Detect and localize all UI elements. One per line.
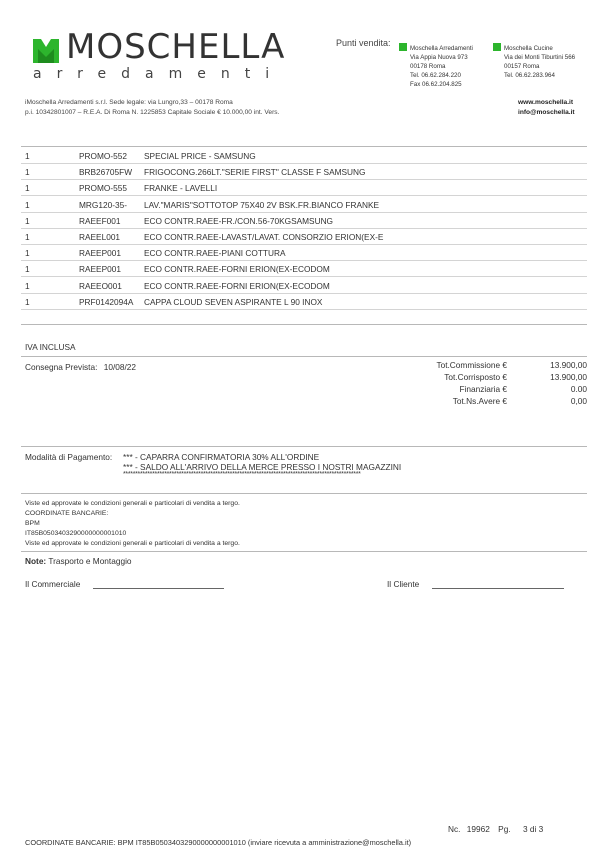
total-value: 13.900,00 bbox=[550, 360, 587, 370]
item-description: ECO CONTR.RAEE-PIANI COTTURA bbox=[144, 248, 286, 259]
shop-name: Moschella Cucine bbox=[504, 45, 553, 52]
note-top-rule bbox=[21, 551, 587, 552]
payment-line: *** - CAPARRA CONFIRMATORIA 30% ALL'ORDINE bbox=[123, 452, 320, 462]
pg-value: 3 di 3 bbox=[522, 824, 544, 834]
table-row bbox=[21, 179, 587, 196]
total-value: 0.00 bbox=[570, 384, 587, 394]
signature-cliente-label: Il Cliente bbox=[387, 579, 420, 589]
conditions-line: IT85B0503403290000000001010 bbox=[25, 530, 127, 537]
item-qty: 1 bbox=[25, 280, 30, 291]
item-description: FRIGOCONG.266LT."SERIE FIRST" CLASSE F SAMSUNG bbox=[144, 167, 366, 178]
payment-line: *** - SALDO ALL'ARRIVO DELLA MERCE PRESSO I NOSTRI MAGAZZINI bbox=[123, 462, 402, 472]
brand-subtitle: arredamenti bbox=[33, 66, 285, 82]
company-line: p.i. 10342801007 – R.E.A. Di Roma N. 1225853 Capitale Sociale € 10.000,00 int. Vers. bbox=[25, 109, 280, 116]
totals-top-rule bbox=[21, 356, 587, 357]
total-row bbox=[21, 384, 587, 396]
signature-commerciale-line[interactable] bbox=[93, 588, 224, 589]
total-row bbox=[21, 372, 587, 384]
item-code: BRB26705FW bbox=[79, 167, 133, 178]
item-qty: 1 bbox=[25, 199, 30, 210]
item-code: PROMO-552 bbox=[79, 151, 127, 161]
payment-line: ************************************************************************************************** bbox=[123, 471, 361, 478]
item-code: RAEEO001 bbox=[79, 280, 122, 291]
green-square-icon bbox=[493, 43, 501, 51]
shop-city: 00178 Roma bbox=[410, 63, 446, 70]
nc-label: Nc. bbox=[448, 824, 461, 834]
green-square-icon bbox=[399, 43, 407, 51]
total-label: Tot.Commissione € bbox=[436, 360, 507, 370]
total-value: 0,00 bbox=[570, 396, 587, 406]
total-label: Tot.Ns.Avere € bbox=[452, 396, 507, 406]
website-link[interactable]: www.moschella.it bbox=[518, 99, 574, 106]
item-qty: 1 bbox=[25, 248, 30, 259]
conditions-line: Viste ed approvate le condizioni generali e particolari di vendita a tergo. bbox=[25, 540, 240, 547]
iva-label: IVA INCLUSA bbox=[25, 342, 76, 352]
item-code: MRG120-35- bbox=[79, 199, 127, 210]
item-qty: 1 bbox=[25, 232, 30, 242]
note-text: Trasporto e Montaggio bbox=[48, 556, 132, 566]
footer-bank-info: COORDINATE BANCARIE: BPM IT85B0503403290000000001010 (inviare ricevuta a amministrazione@moschella.it) bbox=[25, 838, 412, 847]
item-qty: 1 bbox=[25, 296, 30, 307]
shop-city: 00157 Roma bbox=[504, 63, 540, 70]
item-qty: 1 bbox=[25, 167, 30, 178]
conditions-line: BPM bbox=[25, 520, 40, 527]
shop-tel: Tel. 06.62.283.964 bbox=[504, 72, 555, 79]
item-description: ECO CONTR.RAEE-FORNI ERION(EX-ECODOM bbox=[144, 264, 330, 275]
email-link[interactable]: info@moschella.it bbox=[518, 109, 575, 116]
table-row bbox=[21, 147, 587, 164]
item-code: PROMO-555 bbox=[79, 183, 127, 194]
table-row bbox=[21, 244, 587, 261]
table-row bbox=[21, 196, 587, 213]
pg-label: Pg. bbox=[498, 824, 511, 834]
conditions-line: Viste ed approvate le condizioni generali e particolari di vendita a tergo. bbox=[25, 500, 240, 507]
item-qty: 1 bbox=[25, 215, 30, 226]
item-code: PRF0142094A bbox=[79, 296, 134, 307]
moschella-logo-icon bbox=[33, 37, 59, 63]
total-value: 13.900,00 bbox=[550, 372, 587, 382]
punti-vendita-label: Punti vendita: bbox=[336, 38, 391, 48]
item-description: ECO CONTR.RAEE-LAVAST/LAVAT. CONSORZIO ERION(EX-E bbox=[144, 232, 384, 242]
table-row bbox=[21, 228, 587, 245]
item-code: RAEEP001 bbox=[79, 264, 121, 275]
item-description: ECO CONTR.RAEE-FR./CON.56-70KGSAMSUNG bbox=[144, 215, 334, 226]
page-number bbox=[448, 824, 543, 834]
shop-tel: Tel. 06.62.284.220 bbox=[410, 72, 461, 79]
table-row bbox=[21, 277, 587, 294]
shop-address: Via Appia Nuova 973 bbox=[410, 54, 468, 61]
shop-address: Via dei Monti Tiburtini 566 bbox=[504, 54, 576, 61]
conditions-top-rule bbox=[21, 493, 587, 494]
item-qty: 1 bbox=[25, 151, 30, 161]
delivery-label: Consegna Prevista: bbox=[25, 362, 98, 372]
contacts bbox=[518, 98, 575, 118]
shop-arredamenti bbox=[399, 43, 473, 89]
table-row bbox=[21, 293, 587, 310]
table-bottom-rule bbox=[21, 324, 587, 325]
brand-name: MOSCHELLA bbox=[66, 27, 286, 67]
item-description: FRANKE - LAVELLI bbox=[144, 183, 218, 194]
note bbox=[25, 556, 132, 566]
table-row bbox=[21, 212, 587, 229]
signature-commerciale-label: Il Commerciale bbox=[25, 579, 81, 589]
item-description: LAV."MARIS"SOTTOTOP 75X40 2V BSK.FR.BIANCO FRANKE bbox=[144, 199, 380, 210]
item-code: RAEEF001 bbox=[79, 215, 121, 226]
payment-top-rule bbox=[21, 446, 587, 447]
total-row bbox=[21, 360, 587, 372]
total-row bbox=[21, 396, 587, 408]
table-row bbox=[21, 260, 587, 277]
delivery-date: 10/08/22 bbox=[103, 362, 137, 372]
table-row bbox=[21, 163, 587, 180]
note-label: Note: bbox=[25, 556, 47, 566]
total-label: Tot.Corrisposto € bbox=[444, 372, 507, 382]
payment-label: Modalità di Pagamento: bbox=[25, 452, 113, 462]
shop-fax: Fax 06.62.204.825 bbox=[410, 81, 462, 88]
item-qty: 1 bbox=[25, 183, 30, 194]
shop-cucine bbox=[493, 43, 575, 80]
nc-value: 19962 bbox=[466, 824, 490, 834]
signature-cliente-line[interactable] bbox=[432, 588, 564, 589]
shop-name: Moschella Arredamenti bbox=[410, 45, 473, 52]
item-qty: 1 bbox=[25, 264, 30, 275]
company-line: iMoschella Arredamenti s.r.l. Sede legale: via Lungro,33 – 00178 Roma bbox=[25, 99, 233, 106]
item-description: CAPPA CLOUD SEVEN ASPIRANTE L 90 INOX bbox=[144, 296, 323, 307]
item-description: ECO CONTR.RAEE-FORNI ERION(EX-ECODOM bbox=[144, 280, 330, 291]
item-code: RAEEP001 bbox=[79, 248, 121, 259]
company-info bbox=[25, 98, 279, 118]
item-description: SPECIAL PRICE - SAMSUNG bbox=[144, 151, 256, 161]
total-label: Finanziaria € bbox=[459, 384, 507, 394]
conditions-line: COORDINATE BANCARIE: bbox=[25, 510, 109, 517]
item-code: RAEEL001 bbox=[79, 232, 121, 242]
